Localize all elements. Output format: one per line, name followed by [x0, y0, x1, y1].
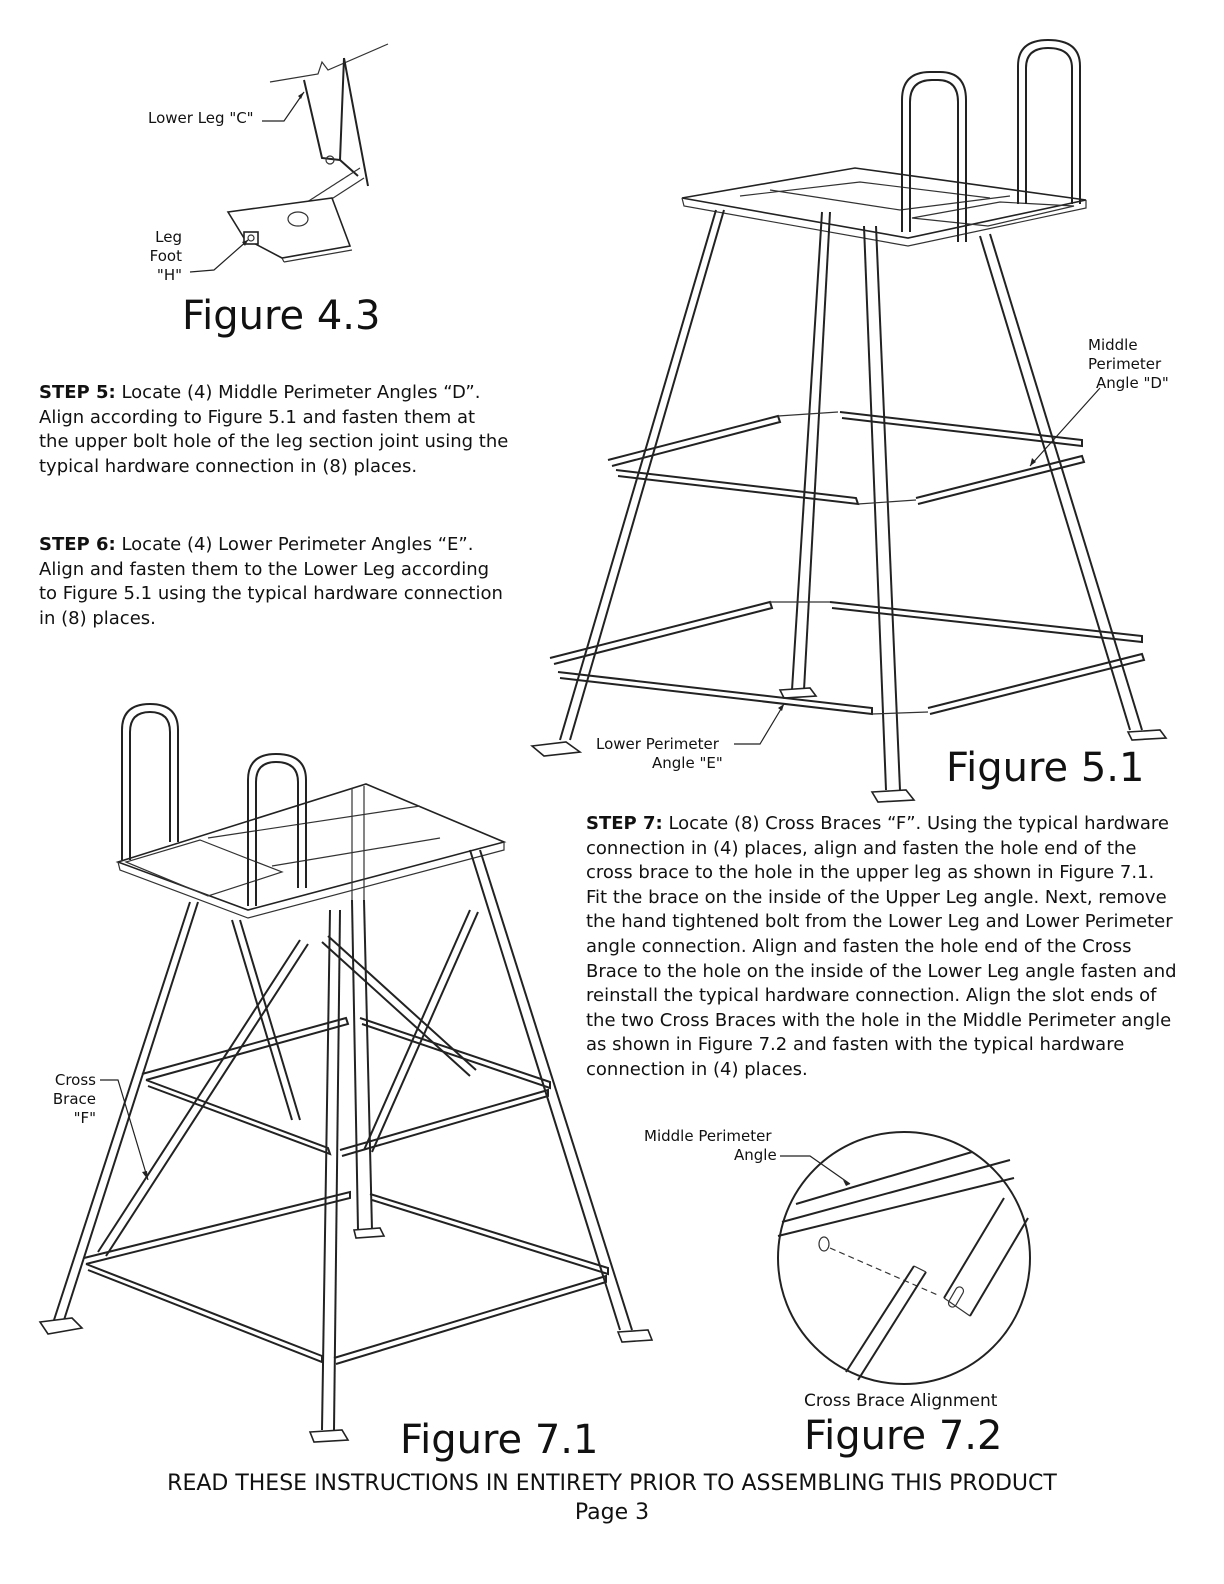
fig72-label-line-2: Angle — [734, 1146, 777, 1164]
lower-perimeter-label-line-2: Angle "E" — [652, 754, 723, 772]
cross-brace-alignment-caption: Cross Brace Alignment — [804, 1391, 998, 1411]
page-number: Page 3 — [574, 1500, 650, 1525]
middle-perimeter-angle-label — [644, 1127, 777, 1165]
figure-5-1-title: Figure 5.1 — [946, 745, 1145, 791]
step-7-heading: STEP 7: — [586, 813, 663, 834]
lower-perimeter-label-line-1: Lower Perimeter — [596, 735, 719, 753]
leg-foot-line-3: "H" — [156, 266, 182, 284]
middle-perimeter-label-line-3: Angle "D" — [1096, 374, 1169, 392]
middle-perimeter-label-line-2: Perimeter — [1088, 355, 1162, 373]
step-5-heading: STEP 5: — [39, 382, 116, 403]
fig72-label-line-1: Middle Perimeter — [644, 1127, 772, 1145]
cross-brace-label-line-2: Brace — [52, 1090, 96, 1108]
cross-brace-label-line-3: "F" — [73, 1109, 96, 1127]
leg-foot-line-2: Foot — [149, 247, 182, 265]
lower-leg-c-label: Lower Leg "C" — [148, 109, 254, 127]
figure-7-1-title: Figure 7.1 — [400, 1417, 599, 1463]
step-7-text: Locate (8) Cross Braces “F”. Using the typical hardware connection in (4) places, align and fasten the hole end of the cross brace to the hole in the upper leg as shown in Figure 7.1. Fit the brace on the inside of the Upper Leg angle. Next, remove the hand tightened bolt from the Lower Leg and Lower Perimeter angle connection. Align and fasten the hole end of the Cross Brace to the hole on the inside of the Lower Leg angle fasten and reinstall the typical hardware connection. Align the slot ends of the two Cross Braces with the hole in the Middle Perimeter angle as shown in Figure 7.2 and fasten with the typical hardware connection in (4) places. — [586, 813, 1177, 1080]
leg-foot-line-1: Leg — [155, 228, 182, 246]
step-6-text: Locate (4) Lower Perimeter Angles “E”. Align and fasten them to the Lower Leg according to Figure 5.1 using the typical hardware connection in (8) places. — [39, 534, 503, 629]
figure-4-3-title: Figure 4.3 — [182, 293, 381, 339]
step-6-heading: STEP 6: — [39, 534, 116, 555]
middle-perimeter-label-line-1: Middle — [1088, 336, 1138, 354]
cross-brace-label-line-1: Cross — [54, 1071, 96, 1089]
step-5-text: Locate (4) Middle Perimeter Angles “D”. Align according to Figure 5.1 and fasten them at the upper bolt hole of the leg section joint using the typical hardware connection in (8) places. — [39, 382, 509, 477]
figure-7-2-title: Figure 7.2 — [804, 1413, 1003, 1459]
footer-notice: READ THESE INSTRUCTIONS IN ENTIRETY PRIOR TO ASSEMBLING THIS PRODUCT — [167, 1471, 1057, 1496]
